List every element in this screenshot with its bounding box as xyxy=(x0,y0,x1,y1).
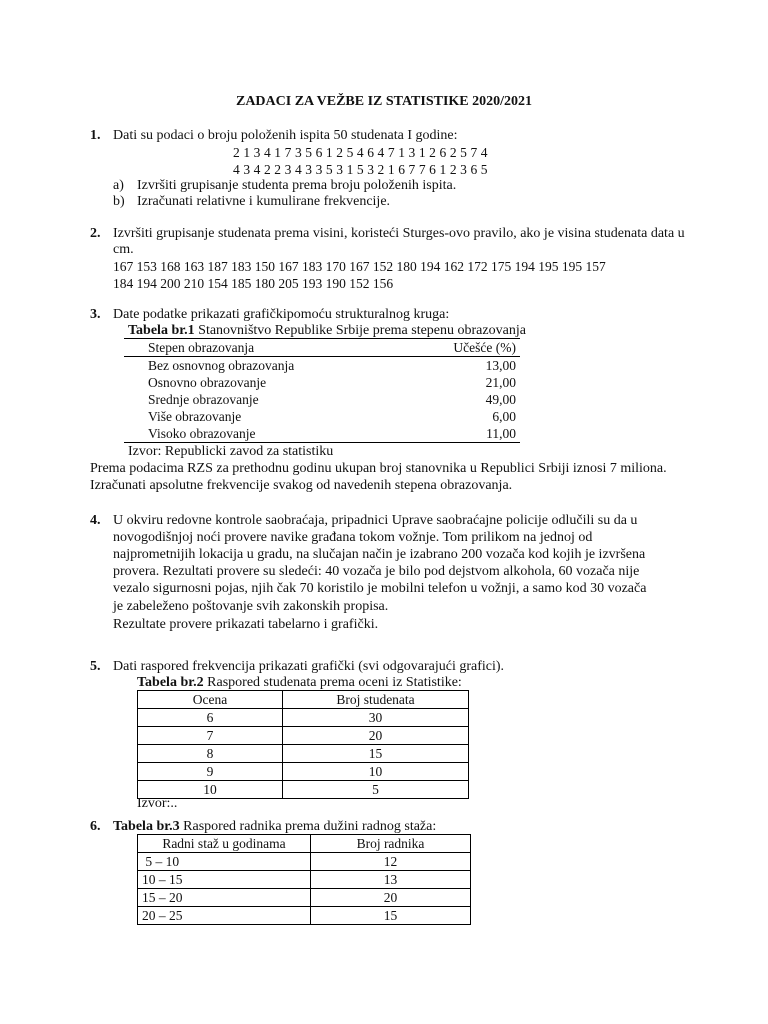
table-1-cell-label: Srednje obrazovanje xyxy=(148,392,259,407)
q4-line: najprometnijih lokacija u gradu, na slučajan način je izabrano 200 vozača kod kojih je izvršena xyxy=(113,547,646,562)
table-row xyxy=(138,709,469,727)
table-1 xyxy=(124,338,520,443)
q1-data-line-1: 2 1 3 4 1 7 3 5 6 1 2 5 4 6 4 7 1 3 1 2 6 2 5 7 4 xyxy=(233,145,488,160)
table-3-cell-count: 20 xyxy=(311,889,471,907)
table-2-caption-text: Raspored studenata prema oceni iz Statistike: xyxy=(203,675,462,690)
table-1-caption xyxy=(128,322,526,339)
table-row xyxy=(124,374,520,391)
q2-line-2: cm. xyxy=(113,242,134,257)
table-1-cell-value: 11,00 xyxy=(406,425,520,443)
table-row xyxy=(138,745,469,763)
q4-line: je zabeleženo poštovanje svih zakonskih propisa. xyxy=(113,599,389,614)
table-2-caption-label: Tabela br.2 xyxy=(137,675,204,690)
table-2-cell-grade: 7 xyxy=(138,727,283,745)
table-1-caption-label: Tabela br.1 xyxy=(128,323,195,338)
table-2-cell-count: 15 xyxy=(283,745,469,763)
table-2-cell-count: 10 xyxy=(283,763,469,781)
table-1-cell-label: Osnovno obrazovanje xyxy=(148,375,267,390)
document-title: ZADACI ZA VEŽBE IZ STATISTIKE 2020/2021 xyxy=(235,94,533,109)
table-2-cell-grade: 6 xyxy=(138,709,283,727)
table-1-cell-label: Bez osnovnog obrazovanja xyxy=(148,358,295,373)
table-2-cell-count: 5 xyxy=(283,781,469,799)
q2-data-line-2: 184 194 200 210 154 185 180 205 193 190 152 156 xyxy=(113,276,394,291)
q1-b-text: Izračunati relativne i kumulirane frekvencije. xyxy=(137,194,391,209)
q4-line: novogodišnjoj noći provere navike građana tokom vožnje. Tom prilikom na jednoj od xyxy=(113,530,593,545)
table-3-caption-label: Tabela br.3 xyxy=(113,819,180,834)
q1-data-line-2: 4 3 4 2 2 3 4 3 3 5 3 1 5 3 2 1 6 7 7 6 1 2 3 6 5 xyxy=(233,162,488,177)
q1-number: 1. xyxy=(90,128,101,143)
table-1-cell-value: 49,00 xyxy=(485,392,516,407)
table-1-header-col1: Stepen obrazovanja xyxy=(124,339,406,357)
table-row xyxy=(138,763,469,781)
table-1-cell-value: 6,00 xyxy=(492,409,516,424)
q3-after-line-2: Izračunati apsolutne frekvencije svakog od navedenih stepena obrazovanja. xyxy=(90,478,513,493)
q2-number: 2. xyxy=(90,226,101,241)
table-row xyxy=(138,853,471,871)
table-2-cell-grade: 9 xyxy=(138,763,283,781)
q4-line: U okviru redovne kontrole saobraćaja, pripadnici Uprave saobraćajne policije odlučili su da u xyxy=(113,513,638,528)
table-3-caption-text: Raspored radnika prema dužini radnog staža: xyxy=(179,819,437,834)
q4-line: vezalo sigurnosni pojas, njih čak 70 koristilo je mobilni telefon u vožnji, a samo kod 30 vozača xyxy=(113,581,647,596)
table-2-source: Izvor:.. xyxy=(137,796,178,811)
table-2-cell-count: 30 xyxy=(283,709,469,727)
table-3-header-col2: Broj radnika xyxy=(311,835,471,853)
table-2-cell-count: 20 xyxy=(283,727,469,745)
table-3-cell-count: 15 xyxy=(311,907,471,925)
table-3-header-row xyxy=(138,835,471,853)
table-row xyxy=(124,391,520,408)
q3-number: 3. xyxy=(90,307,101,322)
table-3-header-col1: Radni staž u godinama xyxy=(138,835,311,853)
q4-line: provera. Rezultati provere su sledeći: 40 vozača je bilo pod dejstvom alkohola, 60 vozača nije xyxy=(113,564,640,579)
table-1-cell-label: Više obrazovanje xyxy=(148,409,242,424)
table-1-caption-text: Stanovništvo Republike Srbije prema stepenu obrazovanja xyxy=(194,323,526,338)
q2-data-line-1: 167 153 168 163 187 183 150 167 183 170 167 152 180 194 162 172 175 194 195 195 157 xyxy=(113,259,606,274)
table-3-cell-count: 13 xyxy=(311,871,471,889)
table-3 xyxy=(137,834,471,925)
table-1-cell-value: 13,00 xyxy=(485,358,516,373)
table-1-cell-value: 21,00 xyxy=(485,375,516,390)
table-2-cell-grade: 8 xyxy=(138,745,283,763)
table-1-header-row xyxy=(124,339,520,357)
table-row xyxy=(138,889,471,907)
q2-line-1: Izvršiti grupisanje studenata prema visini, koristeći Sturges-ovo pravilo, ako je visina studenata data u xyxy=(113,226,685,241)
table-3-caption xyxy=(113,818,436,835)
table-3-cell-range: 5 – 10 xyxy=(138,853,311,871)
table-2-header-row xyxy=(138,691,469,709)
table-3-cell-range: 10 – 15 xyxy=(138,871,311,889)
table-1-source: Izvor: Republicki zavod za statistiku xyxy=(128,444,334,459)
q6-number: 6. xyxy=(90,819,101,834)
table-row xyxy=(124,408,520,425)
table-1-header-col2: Učešće (%) xyxy=(406,339,520,357)
table-1-cell-label: Visoko obrazovanje xyxy=(124,425,406,443)
table-2-caption xyxy=(137,674,462,691)
table-2-cell-grade: 10 xyxy=(138,781,283,799)
table-row xyxy=(138,727,469,745)
q3-after-line-1: Prema podacima RZS za prethodnu godinu ukupan broj stanovnika u Republici Srbiji iznosi 7 miliona. xyxy=(90,461,667,476)
table-3-cell-range: 15 – 20 xyxy=(138,889,311,907)
table-row xyxy=(124,425,520,443)
q5-number: 5. xyxy=(90,659,101,674)
table-2 xyxy=(137,690,469,799)
table-row xyxy=(124,357,520,375)
table-3-cell-count: 12 xyxy=(311,853,471,871)
table-row xyxy=(138,781,469,799)
q1-b-label: b) xyxy=(113,194,125,209)
table-2-header-col2: Broj studenata xyxy=(283,691,469,709)
table-3-cell-range: 20 – 25 xyxy=(138,907,311,925)
q1-a-label: a) xyxy=(113,178,124,193)
q3-text: Date podatke prikazati grafičkipomoću strukturalnog kruga: xyxy=(113,307,450,322)
q1-text: Dati su podaci o broju položenih ispita 50 studenata I godine: xyxy=(113,128,458,143)
q4-number: 4. xyxy=(90,513,101,528)
table-row xyxy=(138,907,471,925)
q4-line: Rezultate provere prikazati tabelarno i grafički. xyxy=(113,617,379,632)
table-row xyxy=(138,871,471,889)
q1-a-text: Izvršiti grupisanje studenta prema broju položenih ispita. xyxy=(137,178,457,193)
q5-text: Dati raspored frekvencija prikazati grafički (svi odgovarajući grafici). xyxy=(113,659,505,674)
table-2-header-col1: Ocena xyxy=(138,691,283,709)
